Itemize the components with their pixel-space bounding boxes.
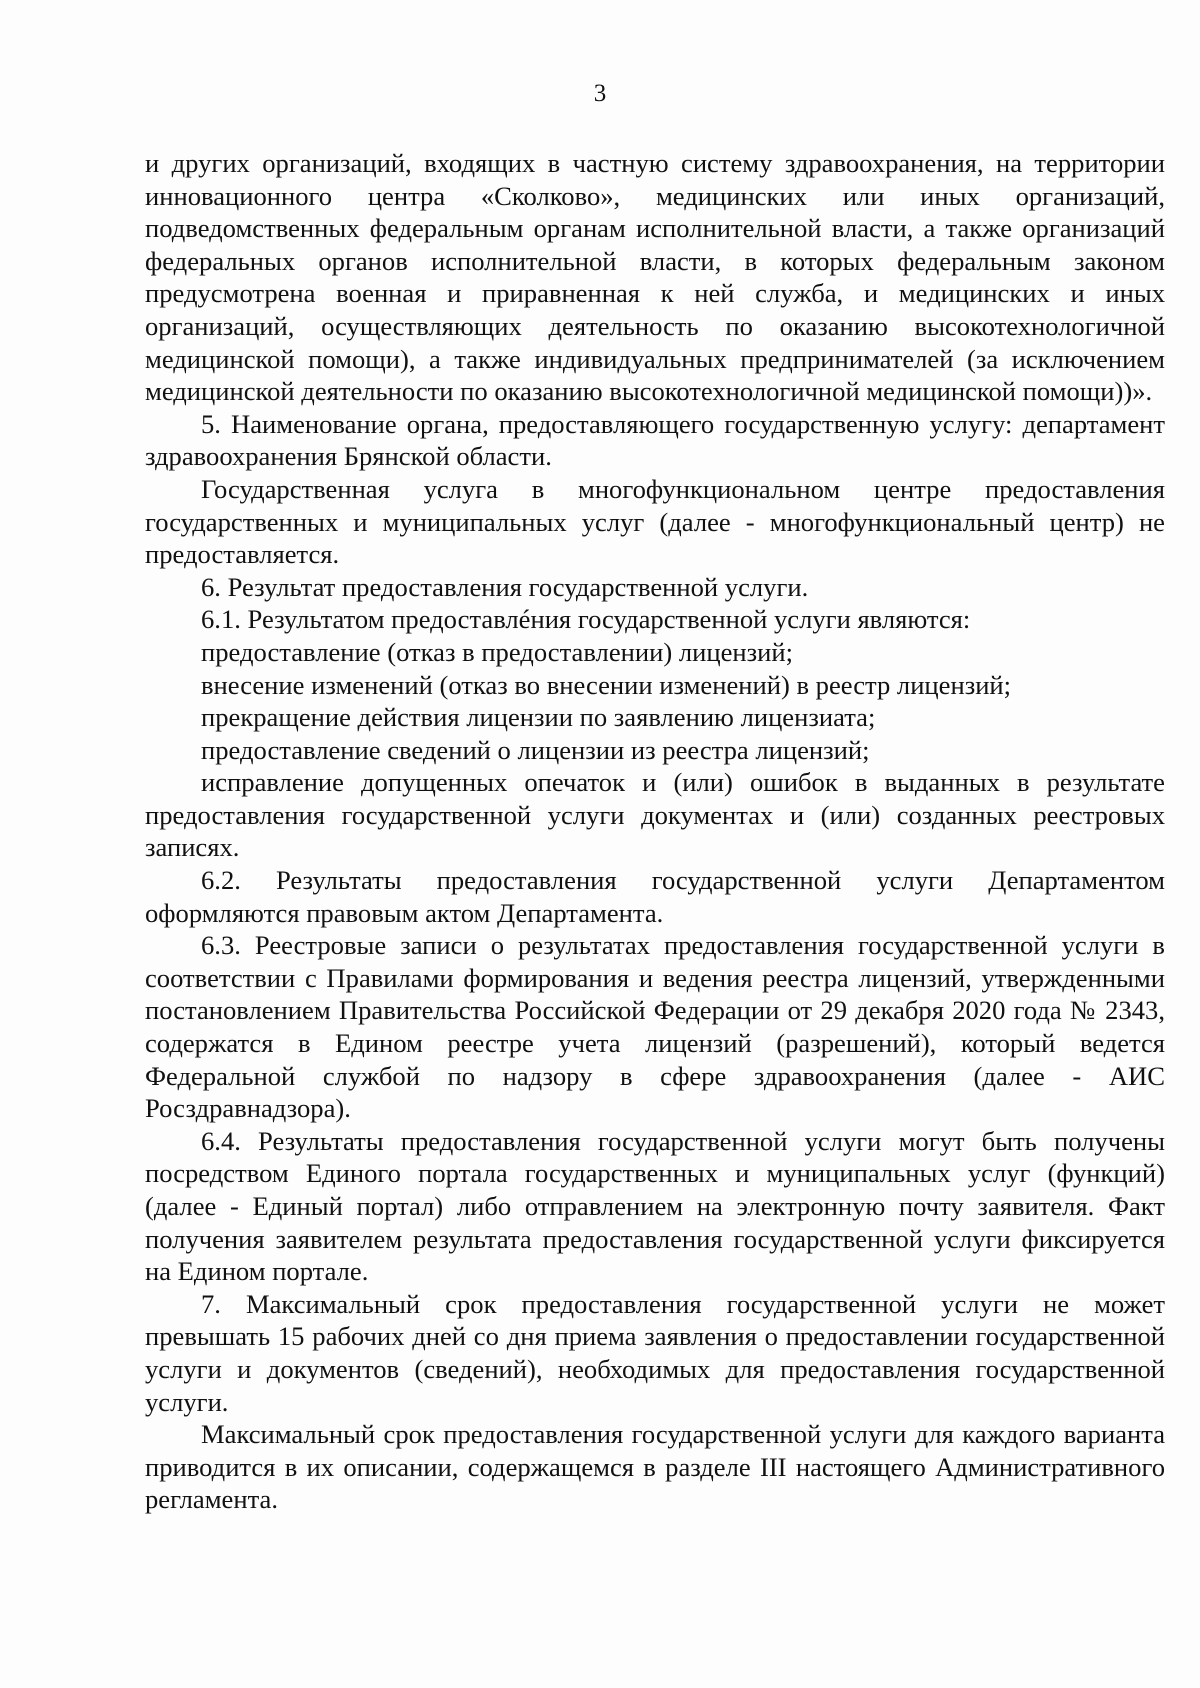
paragraph-5: 5. Наименование органа, предоставляющего государственную услугу: департамент здравоохранения Брянской области. — [145, 408, 1165, 472]
page-number: 3 — [593, 80, 607, 107]
document-body — [145, 147, 1165, 1516]
paragraph-6-2: 6.2. Результаты предоставления государственной услуги Департаментом оформляются правовым актом Департамента. — [145, 865, 1165, 928]
paragraph-continuation: и других организаций, входящих в частную систему здравоохранения, на территории инновационного центра «Сколково», медицинских или иных организаций, подведомственных федеральным органам исполнительной власти, а также организаций федеральных органов исполнительной власти, в которых федеральным законом предусмотрена военная и приравненная к ней служба, и медицинских и иных организаций, осуществляющих деятельность по оказанию высокотехнологичной медицинской помощи), а также индивидуальных предпринимателей (за исключением медицинской деятельности по оказанию высокотехнологичной медицинской помощи))». — [145, 148, 1165, 407]
paragraph-7: 7. Максимальный срок предоставления государственной услуги не может превышать 15 рабочих дней со дня приема заявления о предоставлении государственной услуги и документов (сведений), необходимых для предоставления государственной услуги. — [145, 1288, 1165, 1417]
paragraph-6-1-item: предоставление сведений о лицензии из реестра лицензий; — [201, 734, 870, 765]
paragraph-7-variants: Максимальный срок предоставления государственной услуги для каждого варианта приводится в их описании, содержащемся в разделе III настоящего Административного регламента. — [145, 1419, 1165, 1515]
paragraph-6-3: 6.3. Реестровые записи о результатах предоставления государственной услуги в соответствии с Правилами формирования и ведения реестра лицензий, утвержденными постановлением Правительства Российской Федерации от 29 декабря 2020 года № 2343, содержатся в Едином реестре учета лицензий (разрешений), который ведется Федеральной службой по надзору в сфере здравоохранения (далее - АИС Росздравнадзора). — [145, 930, 1165, 1124]
paragraph-6-1-item: прекращение действия лицензии по заявлению лицензиата; — [201, 702, 876, 733]
paragraph-6-1-item: исправление допущенных опечаток и (или) ошибок в выданных в результате предоставления государственной услуги документах и (или) созданных реестровых записях. — [145, 767, 1165, 863]
paragraph-6-1: 6.1. Результатом предоставлéния государственной услуги являются: — [201, 604, 971, 635]
paragraph-5-mfc: Государственная услуга в многофункциональном центре предоставления государственных и муниципальных услуг (далее - многофункциональный центр) не предоставляется. — [145, 473, 1165, 570]
paragraph-6: 6. Результат предоставления государственной услуги. — [201, 571, 809, 602]
paragraph-6-1-item: предоставление (отказ в предоставлении) лицензий; — [201, 636, 793, 667]
paragraph-6-4: 6.4. Результаты предоставления государственной услуги могут быть получены посредством Единого портала государственных и муниципальных услуг (функций) (далее - Единый портал) либо отправлением на электронную почту заявителя. Факт получения заявителем результата предоставления государственной услуги фиксируется на Едином портале. — [145, 1125, 1165, 1287]
paragraph-6-1-item: внесение изменений (отказ во внесении изменений) в реестр лицензий; — [201, 669, 1012, 700]
